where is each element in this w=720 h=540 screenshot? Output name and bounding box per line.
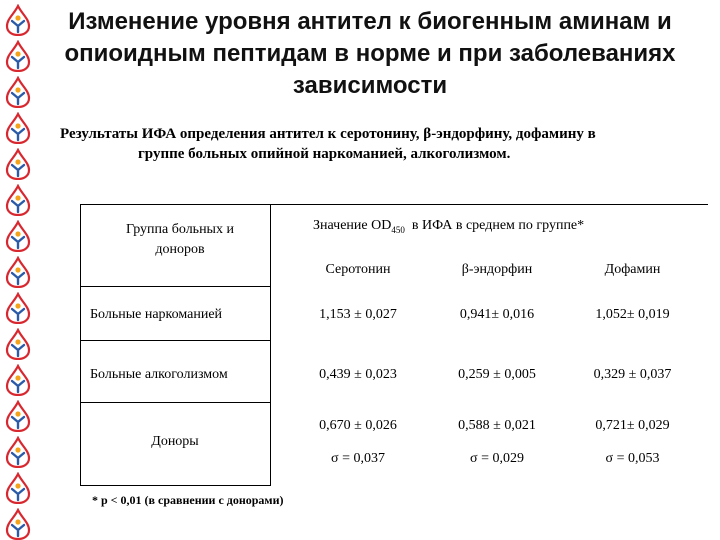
group-header: Группа больных и доноров	[126, 222, 234, 257]
drop-figure-icon	[4, 472, 32, 504]
table-cell: 0,941± 0,016	[459, 307, 535, 322]
title-line-1: Изменение уровня антител к биогенным аминам и	[68, 8, 672, 35]
table-cell: 0,721± 0,029	[595, 418, 670, 433]
drop-figure-icon	[4, 328, 32, 360]
value-header-prefix: Значение OD	[313, 218, 392, 233]
column-header-serotonin: Серотонин	[325, 262, 391, 277]
table-cell: 0,670 ± 0,026	[319, 418, 397, 433]
drop-figure-icon	[4, 76, 32, 108]
drop-figure-icon	[4, 292, 32, 324]
drop-figure-icon	[4, 184, 32, 216]
footnote: * р < 0,01 (в сравнении с донорами)	[92, 493, 284, 507]
drop-figure-icon	[4, 112, 32, 144]
slide-title	[40, 6, 700, 102]
table-cell: 1,153 ± 0,027	[319, 307, 397, 322]
value-header-subscript: 450	[391, 224, 405, 235]
sigma-cell: σ = 0,037	[331, 451, 385, 466]
drop-figure-icon	[4, 256, 32, 288]
drop-figure-icon	[4, 220, 32, 252]
title-line-3: зависимости	[292, 72, 448, 99]
column-header-beta-endorphin: β-эндорфин	[461, 262, 533, 277]
results-table	[80, 204, 708, 486]
drop-figure-icon	[4, 40, 32, 72]
sigma-cell: σ = 0,053	[605, 451, 660, 466]
table-cell: 0,329 ± 0,037	[593, 367, 672, 382]
subtitle-line-1: Результаты ИФА определения антител к серотонину, β-эндорфину, дофамину в	[60, 126, 596, 142]
decorative-icon-strip	[0, 0, 36, 540]
table-cell: 0,259 ± 0,005	[458, 367, 536, 382]
table-divider-line	[270, 204, 271, 486]
row-group-label: Больные алкоголизмом	[90, 367, 228, 382]
column-header-dopamine: Дофамин	[604, 262, 661, 277]
table-cell: 1,052± 0,019	[595, 307, 670, 322]
subtitle	[60, 124, 710, 164]
title-line-2: опиоидным пептидам в норме и при заболеваниях	[64, 40, 676, 67]
table-row-line	[80, 340, 270, 341]
drop-figure-icon	[4, 364, 32, 396]
drop-figure-icon	[4, 436, 32, 468]
table-bottom-line	[80, 485, 270, 486]
value-header	[313, 218, 584, 235]
table-row-line	[80, 402, 270, 403]
value-header-suffix: в ИФА в среднем по группе*	[404, 218, 585, 233]
row-group-label: Больные наркоманией	[90, 307, 223, 322]
sigma-cell: σ = 0,029	[470, 451, 524, 466]
table-top-line	[80, 204, 708, 205]
drop-figure-icon	[4, 508, 32, 540]
subtitle-line-2: группе больных опийной наркоманией, алкоголизмом.	[138, 146, 511, 162]
table-cell: 0,588 ± 0,021	[458, 418, 536, 433]
table-left-line	[80, 204, 81, 486]
table-cell: 0,439 ± 0,023	[319, 367, 397, 382]
table-row-line	[80, 286, 270, 287]
drop-figure-icon	[4, 148, 32, 180]
row-group-label: Доноры	[151, 434, 199, 449]
drop-figure-icon	[4, 400, 32, 432]
drop-figure-icon	[4, 4, 32, 36]
